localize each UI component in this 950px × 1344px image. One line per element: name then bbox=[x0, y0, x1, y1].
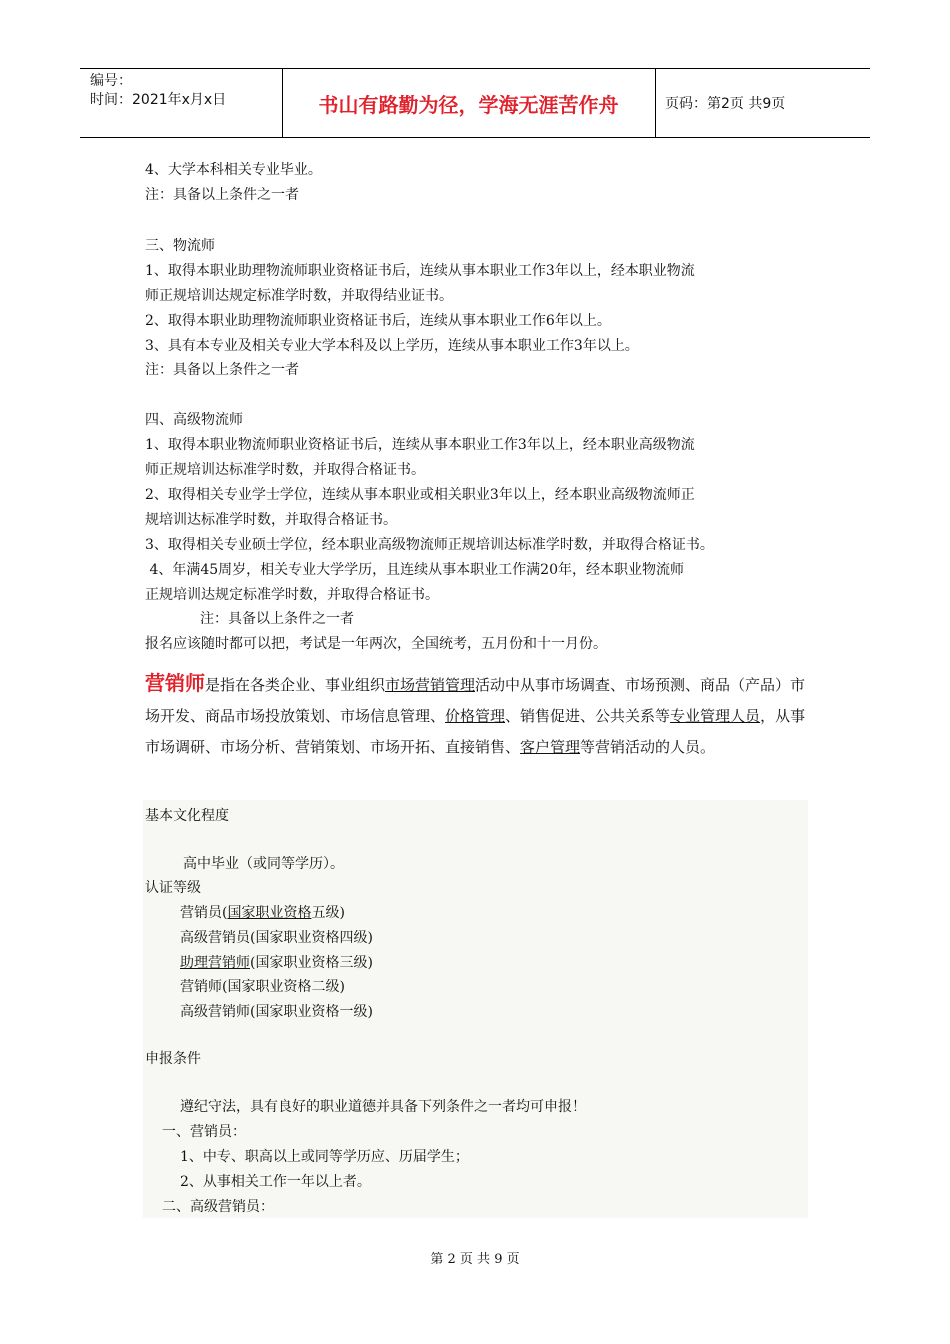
box-heading: 申报条件 bbox=[145, 1051, 201, 1067]
link-professional-managers[interactable]: 专业管理人员 bbox=[670, 707, 761, 725]
level-item bbox=[180, 953, 373, 973]
text-line: 2、取得本职业助理物流师职业资格证书后，连续从事本职业工作6年以上。 bbox=[145, 313, 611, 329]
link-marketing-management[interactable]: 市场营销管理 bbox=[385, 676, 476, 694]
header-motto: 书山有路勤为径，学海无涯苦作舟 bbox=[282, 69, 656, 137]
text-line: 规培训达标准学时数，并取得合格证书。 bbox=[145, 512, 397, 528]
document-number-label: 编号： bbox=[90, 73, 132, 89]
text-line: 3、取得相关专业硕士学位，经本职业高级物流师正规培训达标准学时数，并取得合格证书。 bbox=[145, 537, 714, 553]
level-text: 营销员( bbox=[180, 905, 228, 921]
box-heading: 认证等级 bbox=[145, 880, 201, 896]
note-line: 注：具备以上条件之一者 bbox=[145, 362, 299, 378]
definition-text: 等营销活动的人员。 bbox=[580, 738, 716, 756]
header-page-number: 页码：第2页 共9页 bbox=[665, 96, 786, 112]
box-text: 高中毕业（或同等学历）。 bbox=[183, 856, 344, 872]
box-subheading: 二、高级营销员： bbox=[162, 1199, 274, 1215]
section-heading: 四、高级物流师 bbox=[145, 412, 243, 428]
marketing-term: 营销师 bbox=[145, 671, 205, 695]
level-text: 五级) bbox=[311, 905, 345, 921]
level-text: (国家职业资格三级) bbox=[250, 955, 373, 971]
text-line: 2、取得相关专业学士学位，连续从事本职业或相关职业3年以上，经本职业高级物流师正 bbox=[145, 487, 695, 503]
link-price-management[interactable]: 价格管理 bbox=[445, 707, 506, 725]
definition-text: ，从事市场调研、市场分析、营销策划、市场开拓、直接销售、 bbox=[145, 707, 806, 756]
box-heading: 基本文化程度 bbox=[145, 808, 229, 824]
text-line: 1、取得本职业助理物流师职业资格证书后，连续从事本职业工作3年以上，经本职业物流 bbox=[145, 263, 695, 279]
note-line: 注：具备以上条件之一者 bbox=[145, 187, 299, 203]
box-text: 遵纪守法，具有良好的职业道德并具备下列条件之一者均可申报！ bbox=[180, 1099, 586, 1115]
definition-text: 是指在各类企业、事业组织 bbox=[205, 676, 386, 694]
page-header bbox=[80, 68, 870, 138]
link-customer-management[interactable]: 客户管理 bbox=[520, 738, 581, 756]
definition-text: 、销售促进、公共关系等 bbox=[505, 707, 671, 725]
text-line: 4、大学本科相关专业毕业。 bbox=[145, 162, 322, 178]
level-item: 营销师(国家职业资格二级) bbox=[180, 979, 345, 995]
section-heading: 三、物流师 bbox=[145, 238, 215, 254]
level-item: 高级营销员(国家职业资格四级) bbox=[180, 930, 373, 946]
header-meta bbox=[80, 69, 283, 137]
text-line: 3、具有本专业及相关专业大学本科及以上学历，连续从事本职业工作3年以上。 bbox=[145, 338, 639, 354]
marketing-definition bbox=[145, 668, 810, 763]
document-date-label: 时间：2021年x月x日 bbox=[90, 92, 227, 108]
page-footer: 第 2 页 共 9 页 bbox=[430, 1252, 520, 1267]
level-item bbox=[180, 903, 345, 923]
box-text: 1、中专、职高以上或同等学历应、历届学生； bbox=[180, 1149, 469, 1165]
box-subheading: 一、营销员： bbox=[162, 1124, 246, 1140]
link-assistant-marketer[interactable]: 助理营销师 bbox=[180, 955, 250, 971]
text-line: 1、取得本职业物流师职业资格证书后，连续从事本职业工作3年以上，经本职业高级物流 bbox=[145, 437, 695, 453]
link-national-qualification[interactable]: 国家职业资格 bbox=[227, 905, 312, 921]
level-item: 高级营销师(国家职业资格一级) bbox=[180, 1004, 373, 1020]
text-line: 师正规培训达标准学时数，并取得合格证书。 bbox=[145, 462, 425, 478]
note-line: 注：具备以上条件之一者 bbox=[200, 611, 354, 627]
text-line: 4、年满45周岁，相关专业大学学历，且连续从事本职业工作满20年，经本职业物流师 bbox=[145, 562, 684, 578]
text-line: 正规培训达规定标准学时数，并取得合格证书。 bbox=[145, 587, 439, 603]
text-line: 报名应该随时都可以把，考试是一年两次，全国统考，五月份和十一月份。 bbox=[145, 636, 607, 652]
text-line: 师正规培训达规定标准学时数，并取得结业证书。 bbox=[145, 288, 453, 304]
definition-text: 活动中从事市场调查、市场预测、商品（产品）市场开发、商品市场投放策划、市场信息管理、 bbox=[145, 676, 806, 725]
box-text: 2、从事相关工作一年以上者。 bbox=[180, 1174, 371, 1190]
